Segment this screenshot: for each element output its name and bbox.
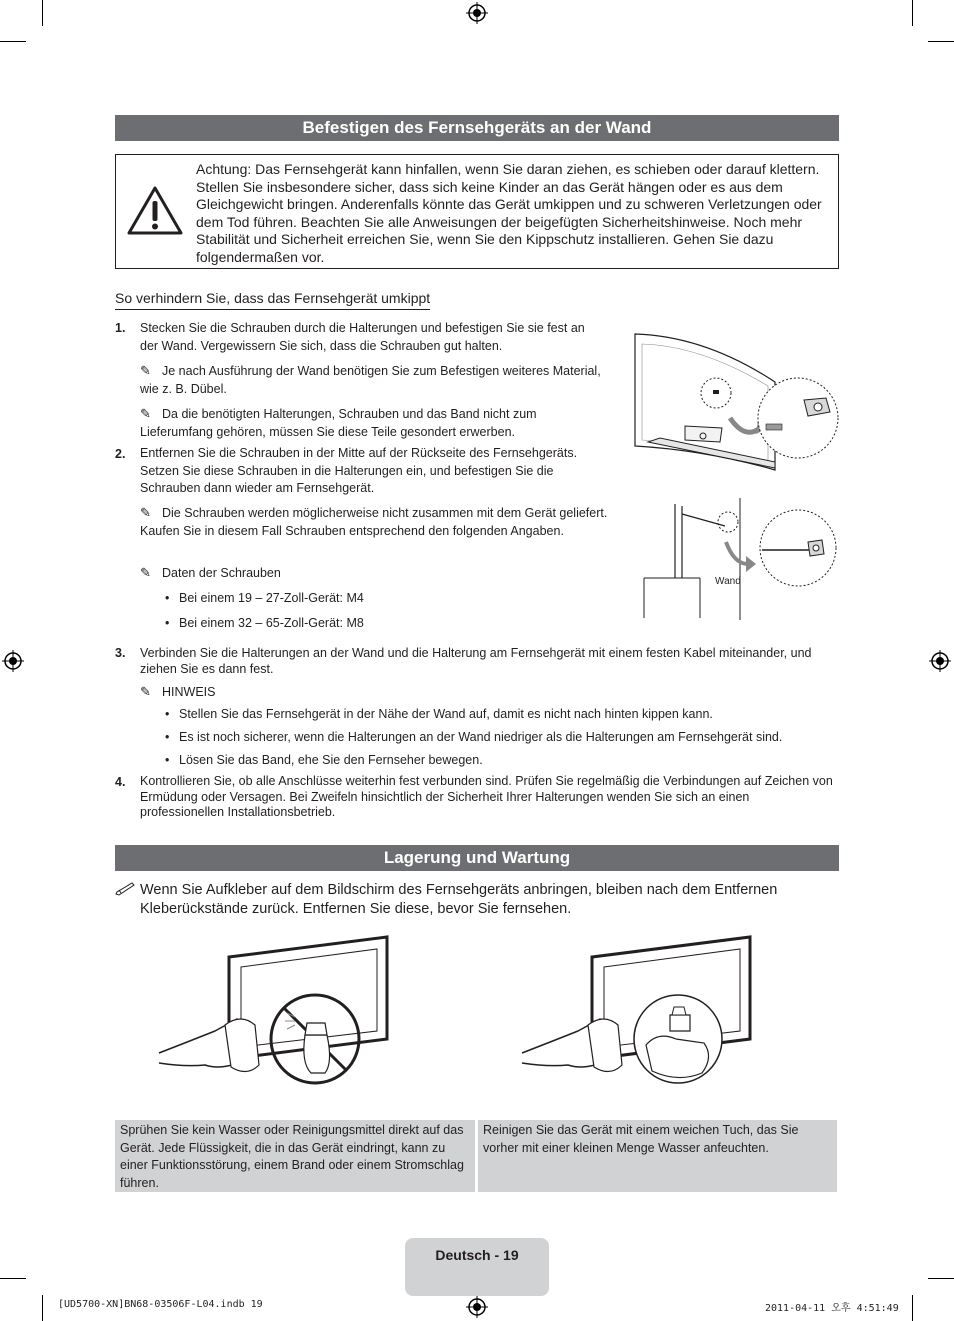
step-number: 3. [115,646,126,660]
list-item-text: Bei einem 32 – 65-Zoll-Gerät: M8 [179,616,364,630]
caption-do-not-spray: Sprühen Sie kein Wasser oder Reinigungsmittel direkt auf das Gerät. Jede Flüssigkeit, die in das Gerät eindringt, kann zu einer Funktionsstörung, einem Brand oder einem Stromschlag führen. [115,1120,475,1192]
list-item-text: Es ist noch sicherer, wenn die Halterungen an der Wand niedriger als die Halterungen am Fernsehgerät sind. [179,730,783,744]
warning-body: : Das Fernsehgerät kann hinfallen, wenn Sie daran ziehen, es schieben oder darauf klettern. Stellen Sie insbesondere sicher, dass sich keine Kinder an das Gerät hängen oder es aus dem Gleichgewicht bringen. Anderenfalls könnte das Gerät umkippen und zu schweren Verletzungen oder dem Tod führen. Beachten Sie alle Anweisungen der beigefügten Sicherheitshinweise. Noch mehr Stabilität und Sicherheit erreichen Sie, wenn Sie den Kippschutz installieren. Gehen Sie dazu folgendermaßen vor. [196,161,822,265]
warning-triangle-icon [126,185,184,237]
pencil-note-icon: ✎ [140,406,151,421]
step-text: Stecken Sie die Schrauben durch die Halterungen und befestigen Sie sie fest an der Wand. Vergewissern Sie sich, dass die Schrauben gut halten. [140,321,585,353]
list-item-text: Lösen Sie das Band, ehe Sie den Fernseher bewegen. [179,753,483,767]
page-number-tab: Deutsch - 19 [405,1238,549,1296]
pencil-note-icon: ✎ [140,363,151,378]
warning-label: Achtung [196,161,248,177]
note [140,564,440,583]
registration-mark-icon [929,650,951,672]
step-number: 2. [115,447,126,461]
crop-mark [912,0,913,26]
step-text: Verbinden Sie die Halterungen an der Wand und die Halterung am Fernsehgerät mit einem festen Kabel miteinander, und ziehen Sie es dann fest. [140,646,812,676]
warning-box [115,154,839,269]
crop-mark [928,41,954,42]
note [140,405,580,441]
section-title-storage: Lagerung und Wartung [115,845,839,871]
note [140,362,605,398]
list-item: • Es ist noch sicherer, wenn die Halterungen an der Wand niedriger als die Halterungen am Fernsehgerät sind. [165,730,783,744]
list-item: • Stellen Sie das Fernsehgerät in der Nähe der Wand auf, damit es nicht nach hinten kippen kann. [165,707,713,721]
list-item: • Bei einem 32 – 65-Zoll-Gerät: M8 [165,616,364,630]
note [140,683,215,702]
section-title-wall-mount: Befestigen des Fernsehgeräts an der Wand [115,115,839,141]
list-item-text: Stellen Sie das Fernsehgerät in der Nähe der Wand auf, damit es nicht nach hinten kippen kann. [179,707,713,721]
print-slug-left: [UD5700-XN]BN68-03506F-L04.indb 19 [58,1299,263,1310]
list-item: • Lösen Sie das Band, ehe Sie den Fernseher bewegen. [165,753,483,767]
sticker-note: Wenn Sie Aufkleber auf dem Bildschirm des Fernsehgeräts anbringen, bleiben nach dem Entfernen Kleberückstände zurück. Entfernen Sie diese, bevor Sie fernsehen. [140,882,778,917]
print-slug-right: 2011-04-11 오후 4:51:49 [765,1303,899,1314]
crop-mark [912,1295,913,1321]
list-item-text: Bei einem 19 – 27-Zoll-Gerät: M4 [179,591,364,605]
step-number: 1. [115,321,126,335]
registration-mark-icon [466,1296,488,1318]
note-text: Daten der Schrauben [162,566,281,580]
note-text: Da die benötigten Halterungen, Schrauben und das Band nicht zum Lieferumfang gehören, müssen Sie diese Teile gesondert erwerben. [140,407,537,439]
crop-mark [0,1278,26,1279]
subheading-prevent-tipping: So verhindern Sie, dass das Fernsehgerät umkippt [115,290,430,310]
caption-wipe-cloth: Reinigen Sie das Gerät mit einem weichen Tuch, das Sie vorher mit einer kleinen Menge Wasser anfeuchten. [478,1120,837,1192]
note-label: HINWEIS [162,685,216,699]
crop-mark [42,1295,43,1321]
pencil-note-icon [115,882,135,896]
wipe-with-cloth-illustration [518,935,758,1105]
pencil-note-icon: ✎ [140,505,151,520]
wall-label: Wand [715,576,741,587]
pencil-note-icon: ✎ [140,684,151,699]
list-item: • Bei einem 19 – 27-Zoll-Gerät: M4 [165,591,364,605]
crop-mark [42,0,43,26]
step-text: Entfernen Sie die Schrauben in der Mitte auf der Rückseite des Fernsehgeräts. Setzen Sie diese Schrauben in die Halterungen ein, und befestigen Sie die Schrauben dann wieder am Fernsehgerät. [140,446,578,495]
step-number: 4. [115,775,126,789]
do-not-spray-illustration [155,935,395,1105]
warning-text [196,161,826,266]
note [140,504,610,540]
registration-mark-icon [2,650,24,672]
registration-mark-icon [466,2,488,24]
note-text: Je nach Ausführung der Wand benötigen Sie zum Befestigen weiteres Material, wie z. B. Dübel. [140,364,601,396]
note-text: Die Schrauben werden möglicherweise nicht zusammen mit dem Gerät geliefert. Kaufen Sie in diesem Fall Schrauben entsprechend den folgenden Angaben. [140,506,608,538]
crop-mark [0,41,26,42]
crop-mark [928,1278,954,1279]
step-text: Kontrollieren Sie, ob alle Anschlüsse weiterhin fest verbunden sind. Prüfen Sie regelmäßig die Verbindungen auf Zeichen von Ermüdung oder Versagen. Bei Zweifeln hinsichtlich der Sicherheit Ihrer Halterungen wenden Sie sich an einen professionellen Installationsbetrieb. [140,774,833,819]
pencil-note-icon: ✎ [140,565,151,580]
